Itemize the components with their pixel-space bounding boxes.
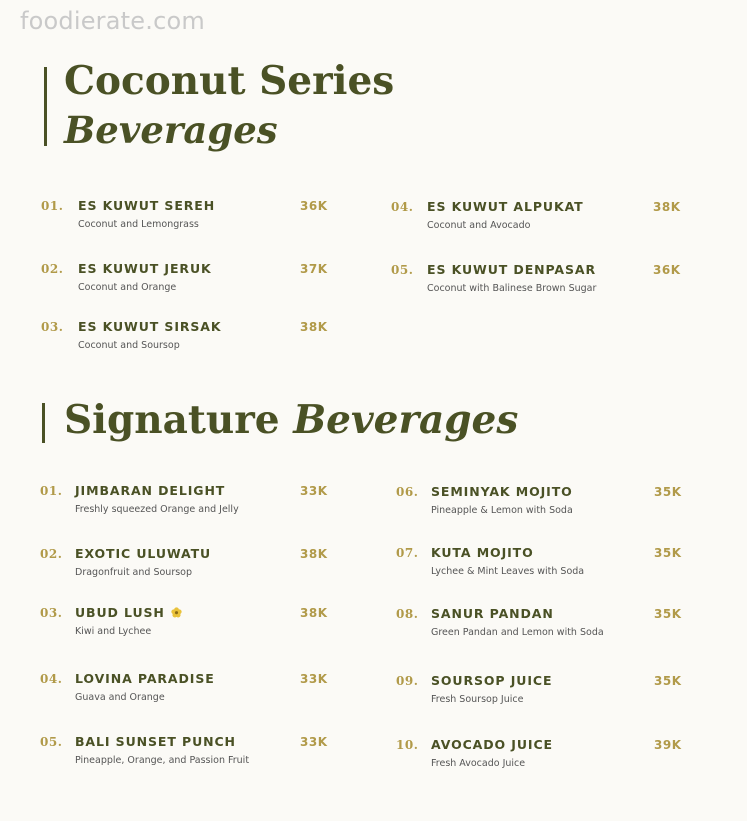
item-description: Fresh Avocado Juice — [431, 758, 526, 769]
item-number: 09. — [396, 674, 419, 688]
item-price: 36K — [300, 199, 328, 213]
item-number: 05. — [391, 263, 414, 277]
flower-icon — [171, 607, 182, 618]
item-description: Freshly squeezed Orange and Jelly — [75, 504, 239, 515]
signature-title — [64, 397, 518, 443]
item-description: Pineapple, Orange, and Passion Fruit — [75, 755, 250, 766]
watermark: foodierate.com — [20, 7, 205, 35]
item-price: 35K — [654, 485, 682, 499]
item-name: BALI SUNSET PUNCH — [75, 734, 236, 749]
item-description: Pineapple & Lemon with Soda — [431, 505, 573, 516]
item-number: 03. — [40, 606, 63, 620]
item-description: Coconut and Orange — [78, 282, 177, 293]
item-description: Coconut and Lemongrass — [78, 219, 199, 230]
item-description: Lychee & Mint Leaves with Soda — [431, 566, 585, 577]
signature-section-bar — [42, 403, 45, 443]
item-number: 01. — [41, 199, 64, 213]
item-price: 35K — [654, 546, 682, 560]
item-price: 38K — [300, 547, 328, 561]
item-description: Coconut and Avocado — [427, 220, 531, 231]
item-price: 36K — [653, 263, 681, 277]
item-price: 35K — [654, 674, 682, 688]
item-price: 33K — [300, 484, 328, 498]
signature-title-word2: Beverages — [293, 397, 519, 443]
item-name: SEMINYAK MOJITO — [431, 484, 573, 499]
item-name: SANUR PANDAN — [431, 606, 554, 621]
item-description: Coconut with Balinese Brown Sugar — [427, 283, 597, 294]
item-description: Kiwi and Lychee — [75, 626, 152, 637]
item-number: 04. — [40, 672, 63, 686]
item-name-row — [75, 605, 182, 620]
item-number: 06. — [396, 485, 419, 499]
item-number: 07. — [396, 546, 419, 560]
item-name: SOURSOP JUICE — [431, 673, 553, 688]
item-description: Fresh Soursop Juice — [431, 694, 524, 705]
item-number: 01. — [40, 484, 63, 498]
item-name: ES KUWUT DENPASAR — [427, 262, 596, 277]
signature-title-word1: Signature — [64, 397, 280, 443]
item-name: UBUD LUSH — [75, 605, 165, 620]
item-name: KUTA MOJITO — [431, 545, 534, 560]
item-name: ES KUWUT SIRSAK — [78, 319, 222, 334]
item-number: 04. — [391, 200, 414, 214]
item-name: EXOTIC ULUWATU — [75, 546, 212, 561]
item-price: 38K — [300, 606, 328, 620]
item-name: ES KUWUT ALPUKAT — [427, 199, 584, 214]
item-description: Coconut and Soursop — [78, 340, 180, 351]
item-price: 38K — [300, 320, 328, 334]
item-number: 10. — [396, 738, 419, 752]
item-number: 05. — [40, 735, 63, 749]
item-description: Dragonfruit and Soursop — [75, 567, 193, 578]
item-price: 37K — [300, 262, 328, 276]
coconut-title-line1: Coconut Series — [64, 58, 395, 104]
item-price: 39K — [654, 738, 682, 752]
item-name: ES KUWUT JERUK — [78, 261, 212, 276]
item-price: 33K — [300, 672, 328, 686]
item-name: LOVINA PARADISE — [75, 671, 215, 686]
item-description: Green Pandan and Lemon with Soda — [431, 627, 604, 638]
item-number: 02. — [40, 547, 63, 561]
item-price: 35K — [654, 607, 682, 621]
item-number: 08. — [396, 607, 419, 621]
item-number: 03. — [41, 320, 64, 334]
item-number: 02. — [41, 262, 64, 276]
item-description: Guava and Orange — [75, 692, 165, 703]
coconut-section-bar — [44, 67, 47, 146]
item-name: AVOCADO JUICE — [431, 737, 553, 752]
item-name: JIMBARAN DELIGHT — [75, 483, 226, 498]
item-price: 38K — [653, 200, 681, 214]
item-name: ES KUWUT SEREH — [78, 198, 216, 213]
item-price: 33K — [300, 735, 328, 749]
coconut-title-line2: Beverages — [64, 108, 278, 152]
